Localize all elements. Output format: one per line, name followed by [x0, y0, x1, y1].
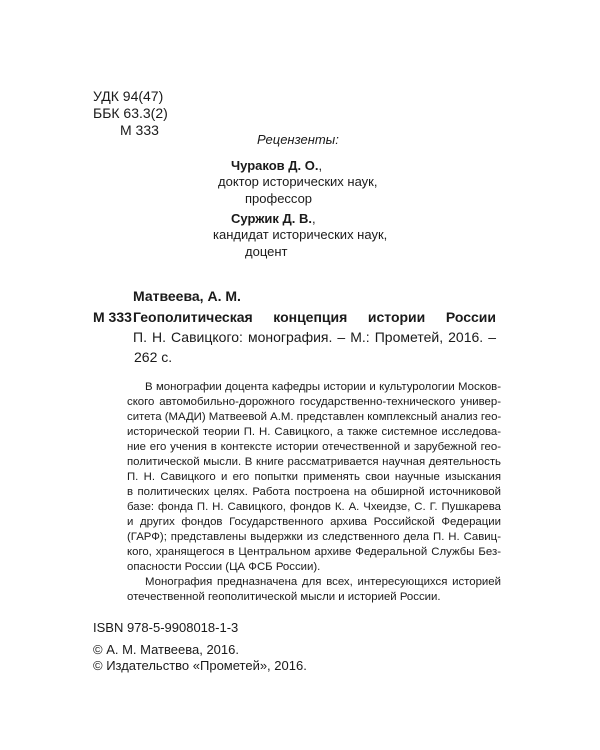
abstract-line: опасности России (ЦА ФСБ России).: [127, 561, 321, 573]
abstract-line: базе: фонда П. Н. Савицкого, фондов К. А. Чхеидзе, С. Г. Пушкарева: [127, 501, 501, 513]
bibliography-title-line-2: П. Н. Савицкого: монография. – М.: Прометей, 2016. –: [133, 329, 496, 345]
copyright-publisher: © Издательство «Прометей», 2016.: [93, 658, 307, 673]
abstract-line: политической мысли. В книге рассматривается научная деятельность: [127, 456, 501, 468]
abstract-line: ситета (МАДИ) Матвеевой А.М. представлен комплексный анализ гео-: [127, 411, 502, 423]
abstract-line: ние его учения в контексте истории отечественной и зарубежной гео-: [127, 441, 501, 453]
reviewer-1-degree: доктор исторических наук,: [218, 174, 378, 189]
bibliography-title-line-3: 262 с.: [134, 349, 173, 365]
reviewer-1-name-suffix: ,: [318, 158, 323, 173]
abstract-line: Монография предназначена для всех, интересующихся историей: [145, 576, 501, 588]
abstract-line: отечественной геополитической мысли и историей России.: [127, 591, 441, 603]
abstract-line: исторической теории П. Н. Савицкого, а также системное исследова-: [127, 426, 501, 438]
bibliography-author: Матвеева, А. М.: [133, 288, 241, 304]
isbn: ISBN 978-5-9908018-1-3: [93, 620, 239, 635]
abstract-line: В монографии доцента кафедры истории и культурологии Москов-: [145, 381, 501, 393]
reviewer-2-degree: кандидат исторических наук,: [213, 227, 388, 242]
reviewer-2-title: доцент: [245, 244, 288, 259]
abstract-line: в политических целях. Работа построена на обширной источниковой: [127, 486, 501, 498]
abstract-paragraph-1: [127, 380, 501, 575]
bibliography-title: [133, 307, 496, 367]
reviewers-heading: Рецензенты:: [257, 132, 339, 147]
author-mark: М 333: [120, 122, 159, 138]
reviewer-1-name: Чураков Д. О.: [231, 158, 319, 173]
bibliography-title-line-1: Геополитическая концепция истории России: [133, 309, 496, 325]
abstract-line: (ГАРФ); представлены выдержки из следственного дела П. Н. Савиц-: [127, 531, 501, 543]
copyright-author: © А. М. Матвеева, 2016.: [93, 642, 239, 657]
bbk-code: ББК 63.3(2): [93, 105, 168, 121]
abstract-line: П. Н. Савицкого и его попытки применять свои научные изыскания: [127, 471, 501, 483]
reviewer-2-name: Суржик Д. В.: [231, 211, 313, 226]
reviewer-2: [231, 210, 316, 228]
abstract-paragraph-2: [127, 575, 501, 605]
abstract-line: кого, хранящегося в Центральном архиве Федеральной Службы Без-: [127, 546, 501, 558]
reviewer-2-name-suffix: ,: [312, 211, 316, 226]
udk-code: УДК 94(47): [93, 88, 164, 104]
abstract-line: ского автомобильно-дорожного государственно-технического универ-: [127, 396, 501, 408]
bibliography-code: М 333: [93, 309, 132, 325]
reviewer-1-title: профессор: [245, 191, 313, 206]
reviewer-1: [231, 157, 322, 175]
abstract-line: и других фондов Государственного архива Российской Федерации: [127, 516, 501, 528]
